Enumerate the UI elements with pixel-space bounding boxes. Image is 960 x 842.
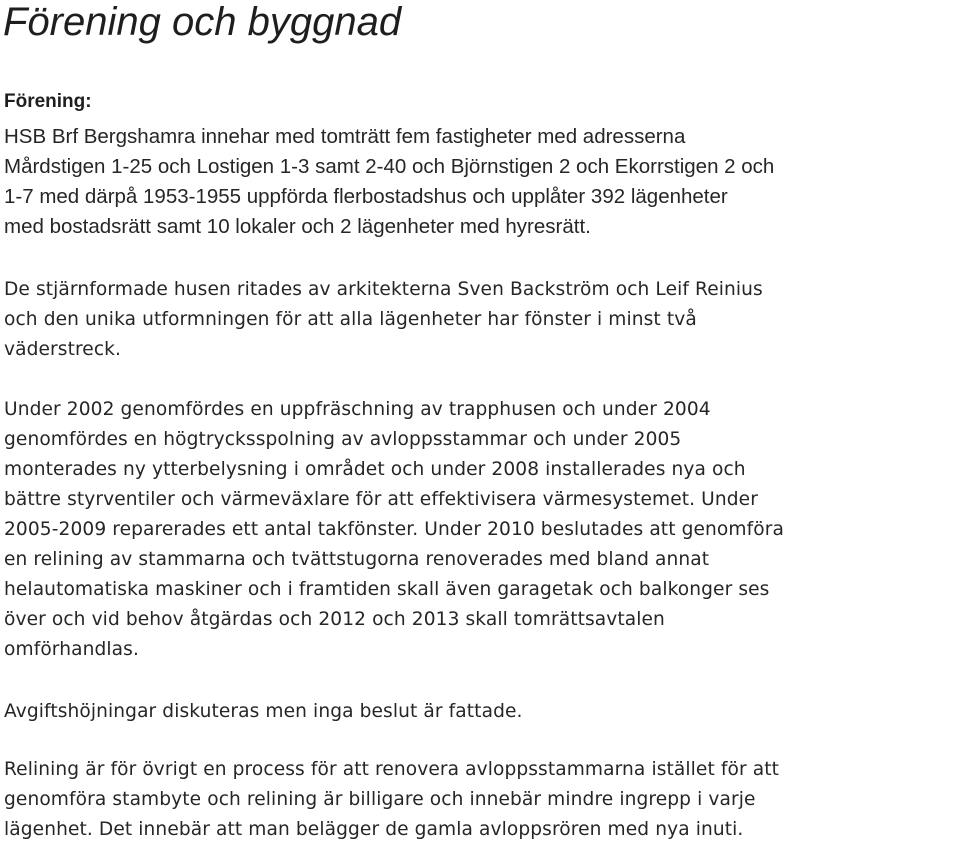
paragraph-line: genomföra stambyte och relining är billigare och innebär mindre ingrepp i varje bbox=[4, 789, 756, 810]
paragraph-line: genomfördes en högtrycksspolning av avloppsstammar och under 2005 bbox=[4, 429, 682, 450]
paragraph-line: helautomatiska maskiner och i framtiden skall även garagetak och balkonger ses bbox=[4, 579, 770, 600]
paragraph-line: HSB Brf Bergshamra innehar med tomträtt fem fastigheter med adresserna bbox=[4, 125, 686, 148]
paragraph-line: 2005-2009 reparerades ett antal takfönster. Under 2010 beslutades att genomföra bbox=[4, 519, 784, 540]
paragraph-line: omförhandlas. bbox=[4, 639, 139, 660]
paragraph-line: en relining av stammarna och tvättstugorna renoverades med bland annat bbox=[4, 549, 710, 570]
paragraph-line: bättre styrventiler och värmeväxlare för att effektivisera värmesystemet. Under bbox=[4, 489, 758, 510]
paragraph-line: Mårdstigen 1-25 och Lostigen 1-3 samt 2-40 och Björnstigen 2 och Ekorrstigen 2 och bbox=[4, 155, 775, 178]
paragraph-line: med bostadsrätt samt 10 lokaler och 2 lägenheter med hyresrätt. bbox=[4, 215, 591, 238]
paragraph-line: Avgiftshöjningar diskuteras men inga beslut är fattade. bbox=[4, 701, 523, 722]
paragraph-line: Relining är för övrigt en process för att renovera avloppsstammarna istället för att bbox=[4, 759, 780, 780]
paragraph-line: lägenhet. Det innebär att man belägger de gamla avloppsrören med nya inuti. bbox=[4, 819, 744, 840]
paragraph-line: Under 2002 genomfördes en uppfräschning av trapphusen och under 2004 bbox=[4, 399, 711, 420]
paragraph-line: monterades ny ytterbelysning i området och under 2008 installerades nya och bbox=[4, 459, 746, 480]
paragraph-line: De stjärnformade husen ritades av arkitekterna Sven Backström och Leif Reinius bbox=[4, 279, 763, 300]
paragraph-line: 1-7 med därpå 1953-1955 uppförda flerbostadshus och upplåter 392 lägenheter bbox=[4, 185, 728, 208]
paragraph-line: väderstreck. bbox=[4, 339, 122, 360]
paragraph-line: över och vid behov åtgärdas och 2012 och 2013 skall tomrättsavtalen bbox=[4, 609, 665, 630]
paragraph-line: och den unika utformningen för att alla lägenheter har fönster i minst två bbox=[4, 309, 697, 330]
page-title: Förening och byggnad bbox=[3, 0, 402, 44]
section-heading: Förening: bbox=[4, 91, 92, 112]
